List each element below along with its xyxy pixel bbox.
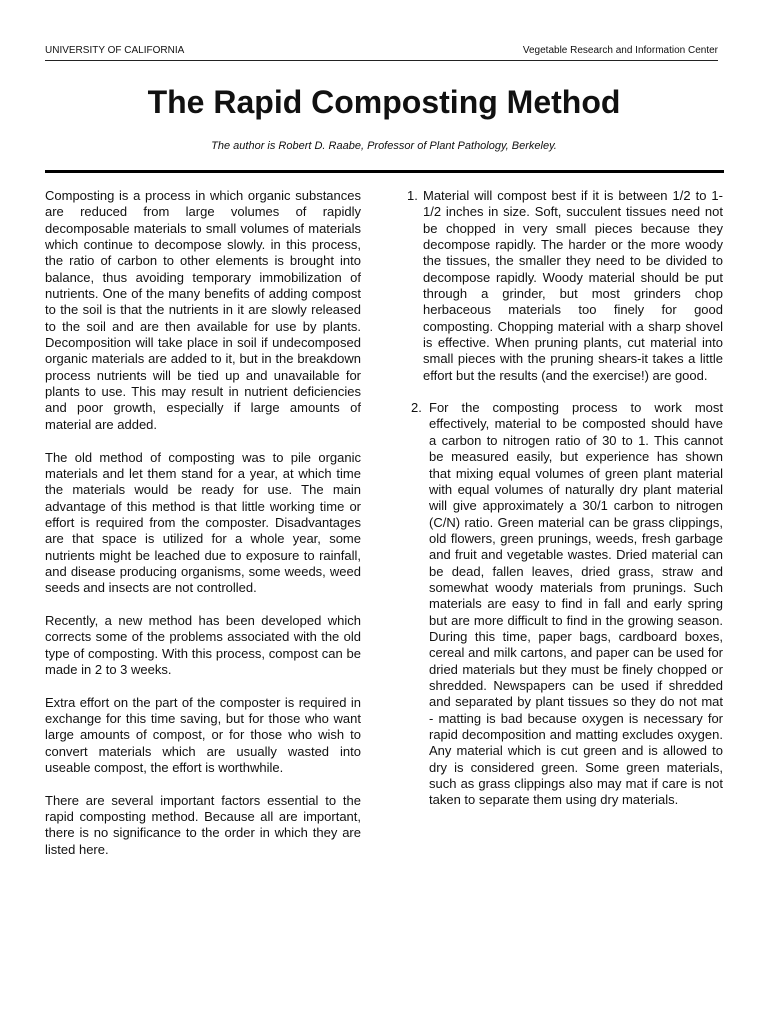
- header-institution: UNIVERSITY OF CALIFORNIA: [45, 45, 185, 56]
- list-item-number: 2.: [411, 400, 422, 416]
- list-item-text: Material will compost best if it is between 1/2 to 1-1/2 inches in size. Soft, succulent tissues need not be chopped in very small pieces because they decompose rapidly. The harder or the more woody the tissues, the smaller they need to be divided to decompose rapidly. Woody material should be put through a grinder, but most grinders chop herbaceous materials too finely for good composting. Chopping material with a sharp shovel is effective. When pruning plants, cut material into small pieces with the pruning shears-it takes a little effort but the results (and the exercise!) are good.: [423, 188, 723, 383]
- list-item-number: 1.: [407, 188, 418, 203]
- old-method-paragraph: The old method of composting was to pile organic materials and let them stand for a year, at which time the materials would be ready for use. The main advantage of this method is that little working time or effort is required from the composter. Disadvantages are that space is utilized for a whole year, some nutrients might be leached due to exposure to rainfall, and disease producing organisms, some weeds, weed seeds and insects are not controlled.: [45, 449, 361, 596]
- header-center-name: Vegetable Research and Information Center: [522, 45, 718, 56]
- page-title: The Rapid Composting Method: [147, 84, 621, 120]
- left-column: [45, 188, 361, 874]
- right-column: [407, 188, 723, 825]
- list-item-text: For the composting process to work most effectively, material to be composted should have a carbon to nitrogen ratio of 30 to 1. This cannot be measured easily, but experience has shown that mixing equal volumes of green plant material with equal volumes of naturally dry plant material will give approximately a 30/1 carbon to nitrogen (C/N) ratio. Green material can be grass clippings, old flowers, green prunings, weeds, fresh garbage and fruit and vegetable wastes. Dried material can be dead, fallen leaves, dried grass, straw and somewhat woody materials from prunings. Such materials are easy to find in fall and early spring but are more difficult to find in the growing season. During this time, paper bags, cardboard boxes, cereal and milk cartons, and paper can be used for dried materials but they must be finely chopped or shredded. Newspapers can be used if shredded and separated by plant tissues so they do not mat - matting is bad because oxygen is necessary for rapid decomposition and matting excludes oxygen. Any material which is cut green and is allowed to dry is considered green. Some green materials, such as grass clippings also may mat if care is not taken to separate them using dry materials.: [429, 400, 723, 808]
- list-item: [407, 188, 723, 384]
- factors-list: [407, 188, 723, 809]
- list-item: [407, 400, 723, 809]
- intro-paragraph: Composting is a process in which organic substances are reduced from large volumes of rapidly decomposable materials to small volumes of materials which continue to decompose slowly. in this process, the ratio of carbon to other elements is brought into balance, thus avoiding temporary immobilization of nutrients. One of the many benefits of adding compost to the soil is that the nutrients in it are slowly released to the soil and are then available for use by plants. Decomposition will take place in soil if undecomposed organic materials are added to it, but in the breakdown process nutrients will be tied up and unavailable for plants to use. This may result in nutrient deficiencies and poor growth, especially if large amounts of material are added.: [45, 188, 361, 432]
- page-header: [45, 44, 718, 61]
- extra-effort-paragraph: Extra effort on the part of the composter is required in exchange for this time saving, but for those who want large amounts of compost, or for those who wish to convert materials which are usually wasted into useable compost, the effort is worthwhile.: [45, 694, 361, 776]
- new-method-paragraph: Recently, a new method has been developed which corrects some of the problems associated with the old type of composting. With this process, compost can be made in 2 to 3 weeks.: [45, 612, 361, 677]
- factors-intro-paragraph: There are several important factors essential to the rapid composting method. Because all are important, there is no significance to the order in which they are listed here.: [45, 792, 361, 857]
- title-divider: [45, 170, 724, 173]
- author-line: The author is Robert D. Raabe, Professor of Plant Pathology, Berkeley.: [211, 140, 557, 152]
